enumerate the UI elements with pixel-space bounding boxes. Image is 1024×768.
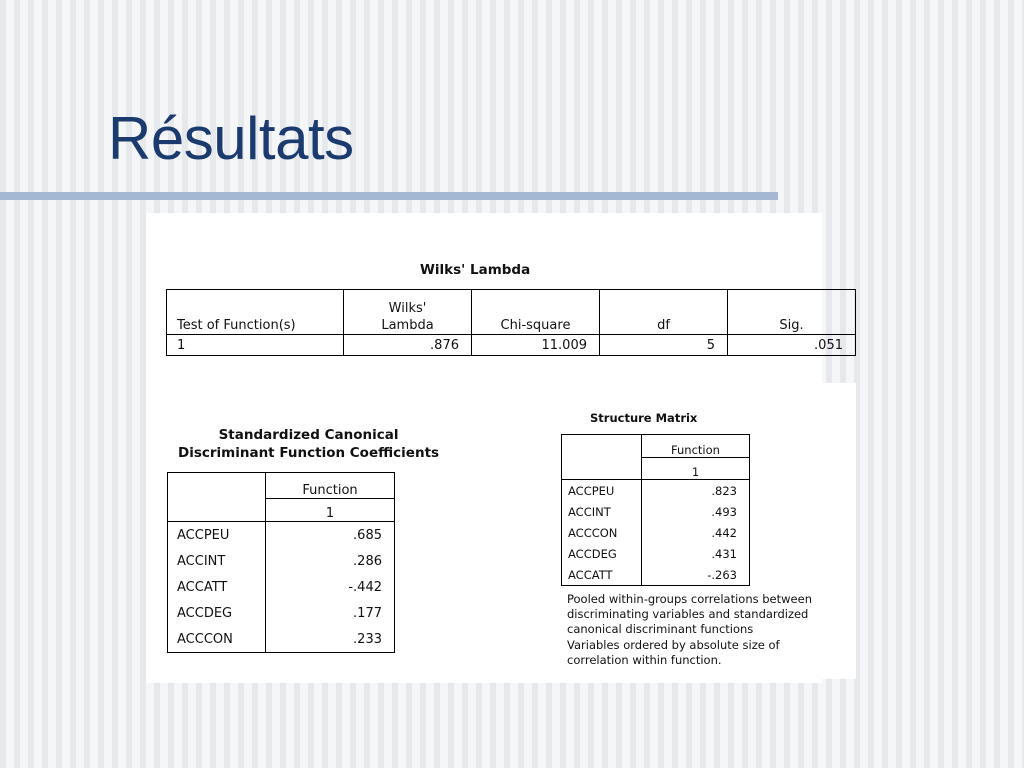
table-row [562, 480, 750, 502]
table-row [562, 501, 750, 522]
structure-subheader-row [562, 458, 750, 480]
structure-header-row [562, 435, 750, 458]
correlation-value: .823 [642, 480, 750, 502]
wilks-lambda-table [166, 289, 856, 356]
footnote-line: Variables ordered by absolute size of [567, 637, 780, 652]
coefficients-caption-line1: Standardized Canonical [218, 427, 399, 443]
header-wilks-lambda [344, 290, 472, 335]
correlation-value: -.263 [642, 564, 750, 586]
cell-df: 5 [600, 335, 728, 356]
correlation-value: .442 [642, 522, 750, 543]
correlation-value: .431 [642, 543, 750, 564]
coefficient-value: -.442 [266, 574, 395, 600]
table-row [562, 543, 750, 564]
header-wilks-line1: Wilks' [388, 301, 427, 316]
table-row [168, 626, 395, 653]
table-row [168, 548, 395, 574]
footnote-line: correlation within function. [567, 652, 722, 667]
header-blank [168, 473, 266, 499]
cell-chi-square: 11.009 [472, 335, 600, 356]
structure-matrix-table [561, 434, 750, 586]
table-row [562, 522, 750, 543]
header-function-number: 1 [266, 499, 395, 522]
header-blank [168, 499, 266, 522]
table-row [168, 522, 395, 549]
coefficients-header-row [168, 473, 395, 499]
footnote-line: discriminating variables and standardized [567, 607, 809, 622]
header-sig: Sig. [728, 290, 856, 335]
table-row [562, 564, 750, 586]
coefficient-value: .233 [266, 626, 395, 653]
cell-wilks-lambda: .876 [344, 335, 472, 356]
coefficient-value: .177 [266, 600, 395, 626]
variable-name: ACCINT [562, 501, 642, 522]
header-function-number: 1 [642, 458, 750, 480]
coefficients-caption [178, 426, 439, 462]
header-df: df [600, 290, 728, 335]
variable-name: ACCATT [168, 574, 266, 600]
variable-name: ACCCON [168, 626, 266, 653]
wilks-lambda-caption: Wilks' Lambda [420, 262, 531, 278]
coefficient-value: .685 [266, 522, 395, 549]
variable-name: ACCPEU [168, 522, 266, 549]
header-blank [562, 458, 642, 480]
header-blank [562, 435, 642, 458]
coefficient-value: .286 [266, 548, 395, 574]
table-row [168, 574, 395, 600]
footnote-line: Pooled within-groups correlations between [567, 592, 812, 606]
structure-matrix-footnote [567, 592, 852, 668]
footnote-line: canonical discriminant functions [567, 622, 754, 637]
structure-matrix-caption: Structure Matrix [590, 411, 698, 425]
table-row [167, 335, 856, 356]
table-row [168, 600, 395, 626]
cell-test-function: 1 [167, 335, 344, 356]
header-test-of-functions: Test of Function(s) [167, 290, 344, 335]
variable-name: ACCDEG [562, 543, 642, 564]
variable-name: ACCATT [562, 564, 642, 586]
variable-name: ACCINT [168, 548, 266, 574]
variable-name: ACCPEU [562, 480, 642, 502]
coefficients-caption-line2: Discriminant Function Coefficients [178, 445, 440, 461]
slide-title: Résultats [108, 105, 354, 172]
coefficients-table [167, 472, 395, 653]
variable-name: ACCCON [562, 522, 642, 543]
header-chi-square: Chi-square [472, 290, 600, 335]
correlation-value: .493 [642, 501, 750, 522]
coefficients-subheader-row [168, 499, 395, 522]
header-function: Function [266, 473, 395, 499]
title-underline [0, 192, 778, 200]
header-wilks-line2: Lambda [381, 318, 434, 333]
variable-name: ACCDEG [168, 600, 266, 626]
header-function: Function [642, 435, 750, 458]
cell-sig: .051 [728, 335, 856, 356]
wilks-lambda-header-row [167, 290, 856, 335]
